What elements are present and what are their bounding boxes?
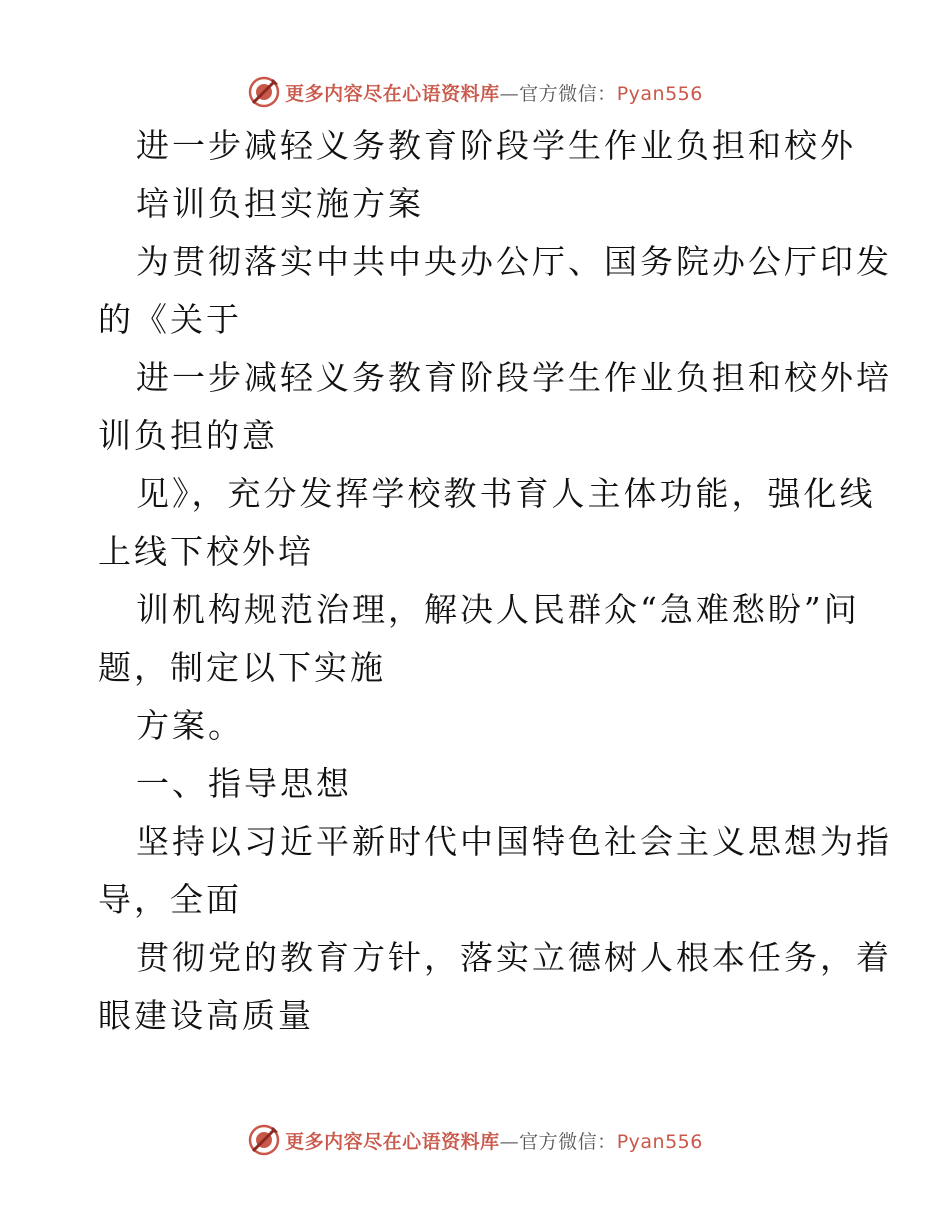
watermark-dash: — <box>499 82 520 105</box>
text-line: 进一步减轻义务教育阶段学生作业负担和校外 <box>136 126 856 165</box>
text-line: 题，制定以下实施 <box>98 648 386 687</box>
watermark-wechat-id: Pyan556 <box>616 1130 703 1153</box>
watermark-wechat-id: Pyan556 <box>616 82 703 105</box>
document-body <box>98 117 892 1045</box>
text-line: 训机构规范治理，解决人民群众“急难愁盼”问 <box>136 590 860 629</box>
header-watermark <box>0 72 950 112</box>
watermark-dash: — <box>499 1130 520 1153</box>
text-line: 坚持以习近平新时代中国特色社会主义思想为指 <box>136 822 892 861</box>
text-line: 进一步减轻义务教育阶段学生作业负担和校外培 <box>136 358 892 397</box>
footer-watermark <box>0 1120 950 1160</box>
pen-logo-icon <box>247 75 281 109</box>
text-line: 培训负担实施方案 <box>136 184 424 223</box>
watermark-prefix: 更多内容尽在心语资料库 <box>285 82 500 105</box>
text-line: 方案。 <box>136 706 244 745</box>
pen-logo-icon <box>247 1123 281 1157</box>
text-line: 上线下校外培 <box>98 532 314 571</box>
watermark-wechat-label: 官方微信： <box>519 1130 617 1153</box>
text-line: 一、指导思想 <box>136 764 352 803</box>
watermark-text <box>285 1127 703 1154</box>
watermark-wechat-label: 官方微信： <box>519 82 617 105</box>
text-line: 的《关于 <box>98 300 242 339</box>
text-line: 训负担的意 <box>98 416 278 455</box>
text-line: 导，全面 <box>98 880 242 919</box>
text-line: 为贯彻落实中共中央办公厅、国务院办公厅印发 <box>136 242 892 281</box>
watermark-prefix: 更多内容尽在心语资料库 <box>285 1130 500 1153</box>
text-line: 见》，充分发挥学校教书育人主体功能，强化线 <box>136 474 876 513</box>
watermark-text <box>285 79 703 106</box>
text-line: 贯彻党的教育方针，落实立德树人根本任务，着 <box>136 938 892 977</box>
text-line: 眼建设高质量 <box>98 996 314 1035</box>
